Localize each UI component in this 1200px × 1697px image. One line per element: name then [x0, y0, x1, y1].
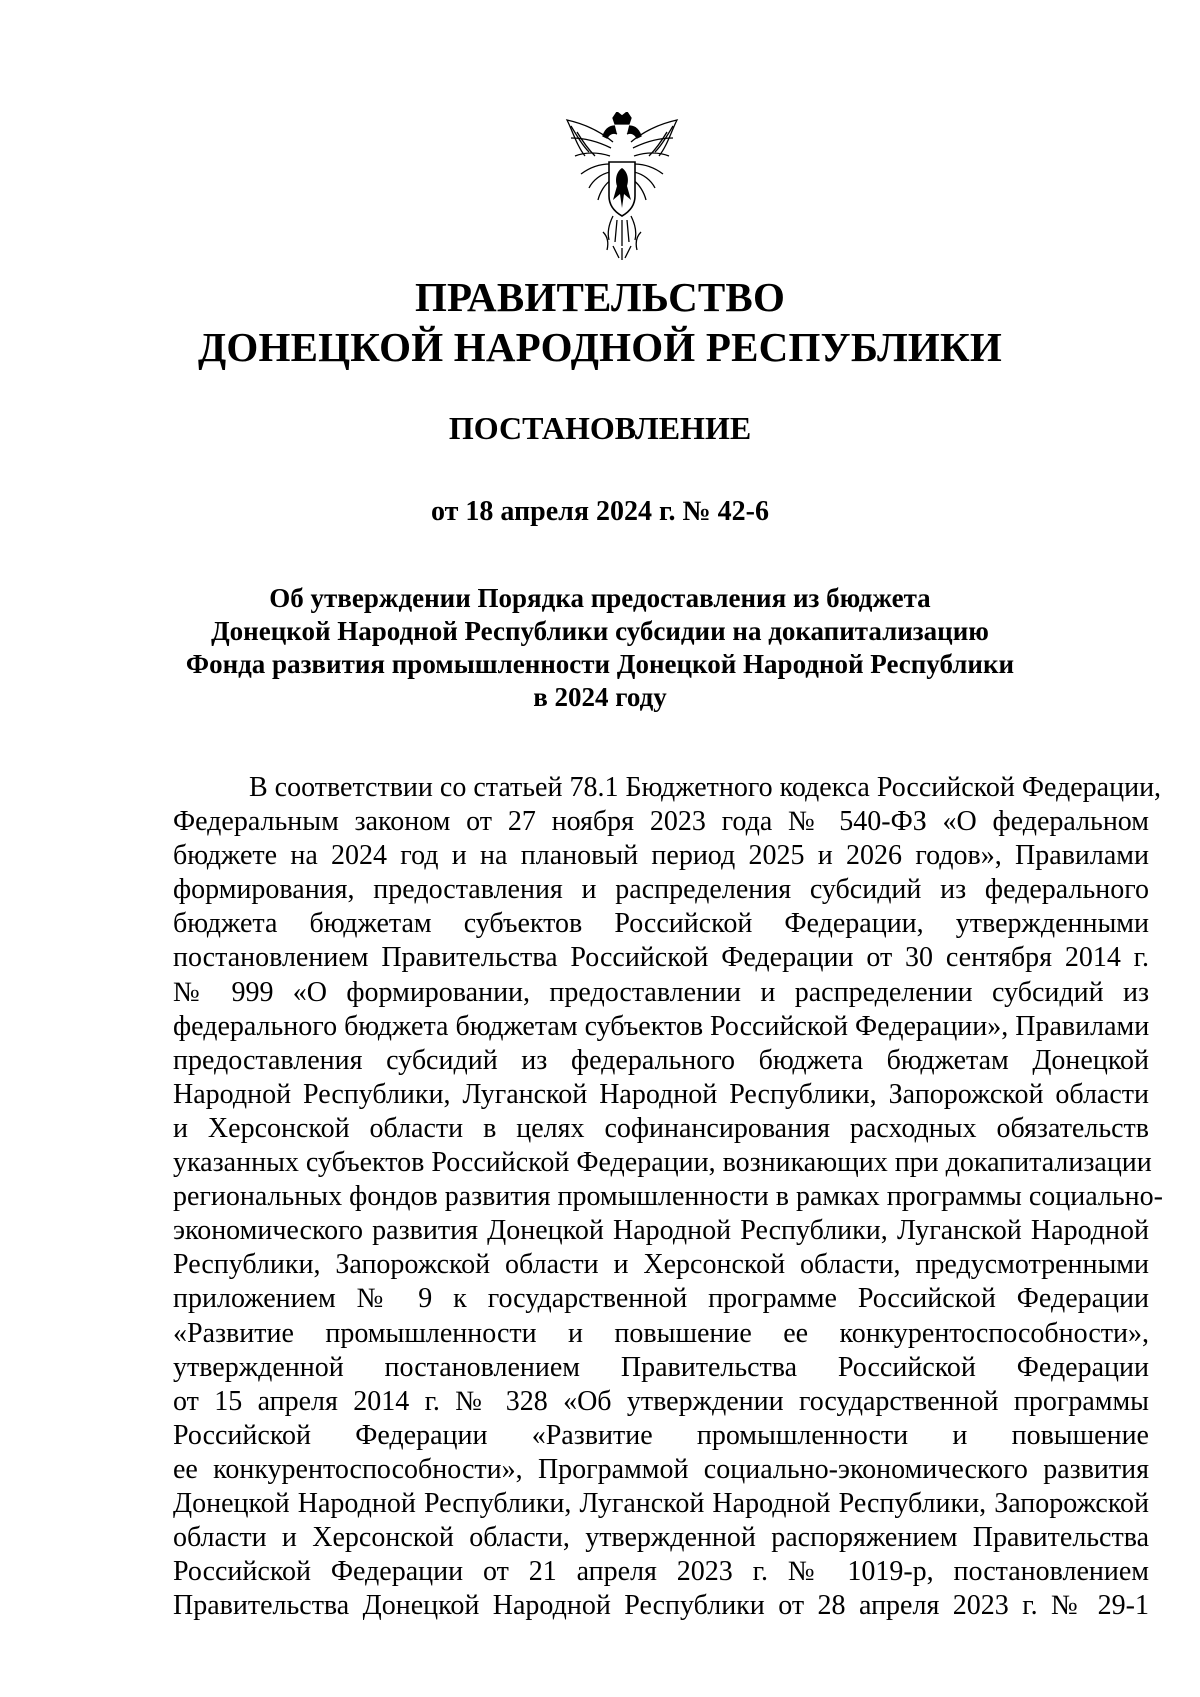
- subject-line: Фонда развития промышленности Донецкой Народной Республики: [185, 649, 1015, 679]
- body-line: экономического развития Донецкой Народной Республики, Луганской Народной: [173, 1215, 1149, 1247]
- body-line: от 15 апреля 2014 г. № 328 «Об утверждении государственной программы: [173, 1385, 1149, 1417]
- document-body: [173, 771, 1163, 1623]
- body-line: Российской Федерации от 21 апреля 2023 г. № 1019-р, постановлением: [173, 1556, 1149, 1588]
- body-line: предоставления субсидий из федерального бюджета бюджетам Донецкой: [173, 1044, 1149, 1076]
- body-line: указанных субъектов Российской Федерации, возникающих при докапитализации: [173, 1147, 1152, 1179]
- body-line: «Развитие промышленности и повышение ее конкурентоспособности»,: [173, 1317, 1149, 1349]
- government-title-line2: ДОНЕЦКОЙ НАРОДНОЙ РЕСПУБЛИКИ: [198, 324, 1002, 370]
- body-line: федерального бюджета бюджетам субъектов Российской Федерации», Правилами: [173, 1010, 1150, 1042]
- government-title-line1: ПРАВИТЕЛЬСТВО: [414, 274, 786, 320]
- subject-line: Об утверждении Порядка предоставления из бюджета: [269, 583, 931, 613]
- document-date-number: от 18 апреля 2024 г. № 42-6: [430, 496, 770, 527]
- subject-line: Донецкой Народной Республики субсидии на докапитализацию: [211, 616, 989, 646]
- body-line: Российской Федерации «Развитие промышленности и повышение: [173, 1419, 1149, 1451]
- body-line: постановлением Правительства Российской Федерации от 30 сентября 2014 г.: [173, 942, 1149, 974]
- document-type: ПОСТАНОВЛЕНИЕ: [448, 410, 752, 446]
- document-subject: [0, 582, 1200, 714]
- body-line: Народной Республики, Луганской Народной Республики, Запорожской области: [173, 1078, 1149, 1110]
- body-line: ее конкурентоспособности», Программой социально-экономического развития: [173, 1453, 1149, 1485]
- body-line: Федеральным законом от 27 ноября 2023 года № 540-ФЗ «О федеральном: [173, 806, 1149, 838]
- body-line: бюджете на 2024 год и на плановый период 2025 и 2026 годов», Правилами: [173, 840, 1149, 872]
- body-line: региональных фондов развития промышленности в рамках программы социально-: [173, 1181, 1163, 1213]
- body-line: № 999 «О формировании, предоставлении и распределении субсидий из: [173, 976, 1149, 1008]
- body-line: формирования, предоставления и распределения субсидий из федерального: [173, 874, 1149, 906]
- body-line: и Херсонской области в целях софинансирования расходных обязательств: [173, 1112, 1149, 1144]
- body-line: области и Херсонской области, утвержденной распоряжением Правительства: [173, 1522, 1149, 1554]
- body-line: Донецкой Народной Республики, Луганской Народной Республики, Запорожской: [173, 1487, 1149, 1519]
- subject-line: в 2024 году: [533, 682, 667, 712]
- body-line: бюджета бюджетам субъектов Российской Федерации, утвержденными: [173, 908, 1149, 940]
- body-line: В соответствии со статьей 78.1 Бюджетного кодекса Российской Федерации,: [249, 772, 1162, 803]
- body-line: утвержденной постановлением Правительства Российской Федерации: [173, 1351, 1149, 1383]
- coat-of-arms-emblem: [563, 112, 681, 262]
- body-line: приложением № 9 к государственной программе Российской Федерации: [173, 1283, 1149, 1315]
- body-line: Республики, Запорожской области и Херсонской области, предусмотренными: [173, 1249, 1149, 1281]
- body-line: Правительства Донецкой Народной Республики от 28 апреля 2023 г. № 29-1: [173, 1590, 1149, 1622]
